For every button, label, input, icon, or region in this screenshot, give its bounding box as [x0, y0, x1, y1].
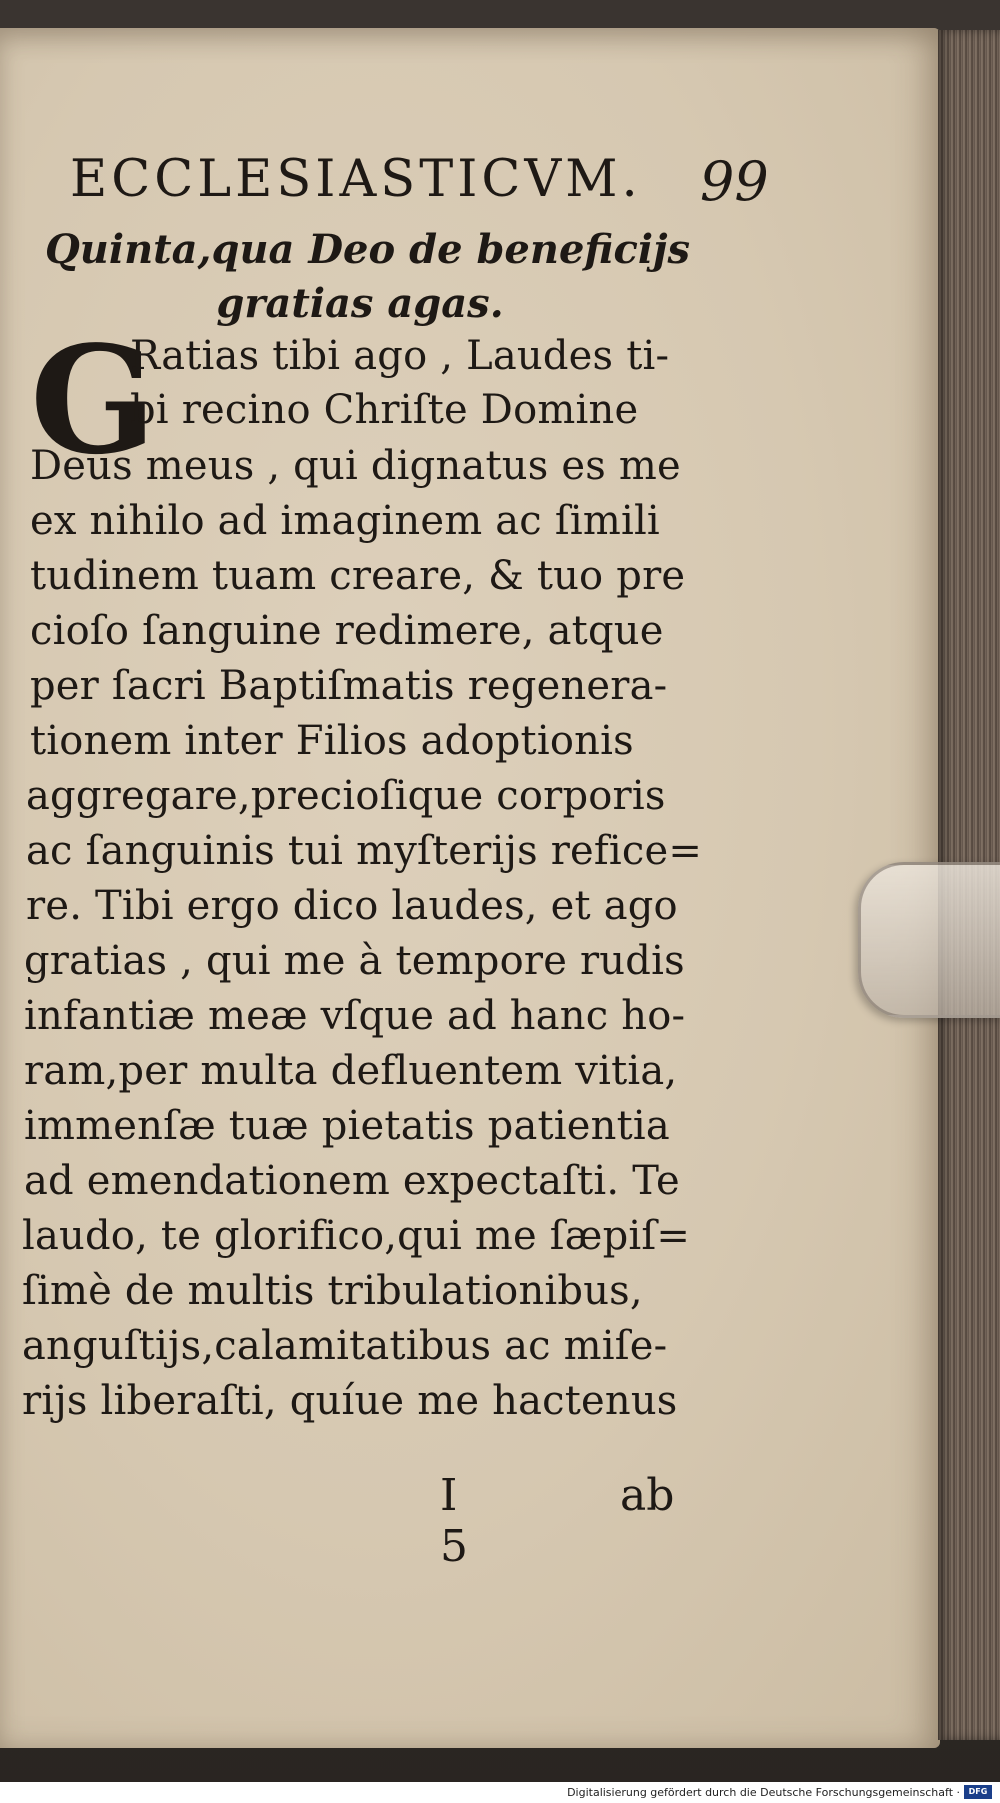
- catchword: ab: [620, 1470, 675, 1521]
- body-line: ex nihilo ad imaginem ac ſimili: [30, 498, 660, 544]
- dfg-logo: DFG: [964, 1785, 992, 1799]
- body-line: Ratias tibi ago , Laudes ti-: [130, 333, 670, 379]
- running-head: ECCLESIASTICVM.: [70, 150, 642, 209]
- page-clip: [858, 862, 1000, 1018]
- body-line: Deus meus , qui dignatus es me: [30, 443, 681, 489]
- body-line: ad emendationem expectaſti. Te: [24, 1158, 680, 1204]
- body-line: per ſacri Baptiſmatis regenera-: [30, 663, 668, 709]
- body-line: tudinem tuam creare, & tuo pre: [30, 553, 686, 599]
- section-title-line-2: gratias agas.: [216, 280, 504, 327]
- drop-cap: G: [30, 313, 157, 487]
- body-line: ſimè de multis tribulationibus,: [22, 1268, 643, 1314]
- body-line: ram,per multa defluentem vitia,: [24, 1048, 678, 1094]
- body-line: aggregare,precioſique corporis: [26, 773, 666, 819]
- body-line: ac ſanguinis tui myſterijs refice=: [26, 828, 703, 874]
- body-line: anguſtijs,calamitatibus ac miſe-: [22, 1323, 668, 1369]
- body-line: gratias , qui me à tempore rudis: [24, 938, 685, 984]
- section-title-line-1: Quinta,qua Deo de beneficijs: [44, 226, 691, 273]
- body-line: bi recino Chriſte Domine: [130, 387, 639, 433]
- body-line: tionem inter Filios adoptionis: [30, 718, 634, 764]
- body-line: infantiæ meæ vſque ad hanc ho-: [24, 993, 686, 1039]
- body-line: rijs liberaſti, quíue me hactenus: [22, 1378, 678, 1424]
- funding-notice: Digitalisierung gefördert durch die Deutsche Forschungsgemeinschaft ·: [567, 1786, 960, 1799]
- signature-mark: I 5: [440, 1470, 482, 1572]
- body-line: laudo, te glorifico,qui me ſæpiſ=: [22, 1213, 691, 1259]
- body-line: cioſo ſanguine redimere, atque: [30, 608, 664, 654]
- page-number: 99: [700, 150, 769, 213]
- body-line: re. Tibi ergo dico laudes, et ago: [26, 883, 678, 929]
- body-line: immenſæ tuæ pietatis patientia: [24, 1103, 670, 1149]
